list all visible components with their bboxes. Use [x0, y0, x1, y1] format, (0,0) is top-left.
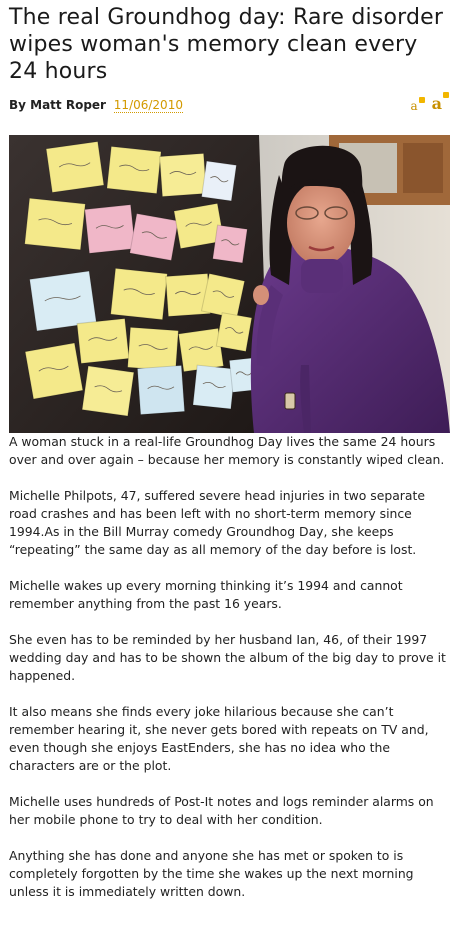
- post-it-note: [107, 147, 161, 194]
- post-it-note: [202, 161, 237, 201]
- post-it-note: [201, 274, 244, 319]
- post-it-note: [111, 268, 168, 319]
- post-it-note: [193, 365, 235, 409]
- article-paragraph: She even has to be reminded by her husband Ian, 46, of their 1997 wedding day and has to be shown the album of the big day to prove it happened.: [9, 632, 446, 683]
- post-it-note: [77, 319, 129, 364]
- byline: [9, 97, 183, 113]
- article-body: [9, 433, 449, 919]
- photo-illustration: [9, 135, 450, 433]
- article-paragraph: Anything she has done and anyone she has met or spoken to is completely forgotten by the time she wakes up the next morning unless it is immediately written down.: [9, 848, 414, 899]
- post-it-note: [130, 214, 178, 261]
- post-it-note: [30, 271, 97, 331]
- article-paragraph: Michelle uses hundreds of Post-It notes and logs reminder alarms on her mobile phone to try to deal with her condition.: [9, 794, 434, 827]
- post-it-note: [85, 205, 135, 254]
- photo-caption: A woman stuck in a real-life Groundhog Day lives the same 24 hours over and over again – because her memory is constantly wiped clean.: [9, 434, 445, 467]
- decrease-font-label: a: [410, 99, 418, 113]
- headline: The real Groundhog day: Rare disorder wipes woman's memory clean every 24 hours: [9, 5, 444, 84]
- increase-font-label: a: [431, 94, 442, 113]
- author-name: By Matt Roper: [9, 98, 106, 112]
- publish-date: 11/06/2010: [113, 98, 183, 112]
- article-paragraph: Michelle wakes up every morning thinking it’s 1994 and cannot remember anything from the past 16 years.: [9, 578, 403, 611]
- post-it-note: [25, 343, 83, 399]
- increase-font-button[interactable]: [432, 94, 442, 113]
- post-it-note: [216, 313, 251, 352]
- post-it-note: [25, 198, 86, 250]
- post-it-notes: [25, 142, 259, 416]
- article-photo: [9, 135, 450, 433]
- font-size-controls: [410, 94, 442, 113]
- post-it-note: [213, 225, 247, 263]
- post-it-note: [137, 366, 184, 415]
- post-it-note: [160, 154, 207, 197]
- post-it-note: [128, 327, 179, 370]
- article-paragraph: Michelle Philpots, 47, suffered severe head injuries in two separate road crashes and has been left with no short-term memory since 1994.As in the Bill Murray comedy Groundhog Day, she keeps “repeating” the same day as all memory of the day before is lost.: [9, 488, 425, 557]
- article-paragraph: It also means she finds every joke hilarious because she can’t remember hearing it, she never gets bored with repeats on TV and, even though she enjoys EastEnders, she has no idea who the characters are or the plot.: [9, 704, 429, 773]
- decrease-font-button[interactable]: [410, 99, 417, 113]
- minus-badge-icon: [419, 97, 425, 103]
- post-it-note: [46, 142, 104, 193]
- post-it-note: [82, 366, 134, 416]
- plus-badge-icon: [443, 92, 449, 98]
